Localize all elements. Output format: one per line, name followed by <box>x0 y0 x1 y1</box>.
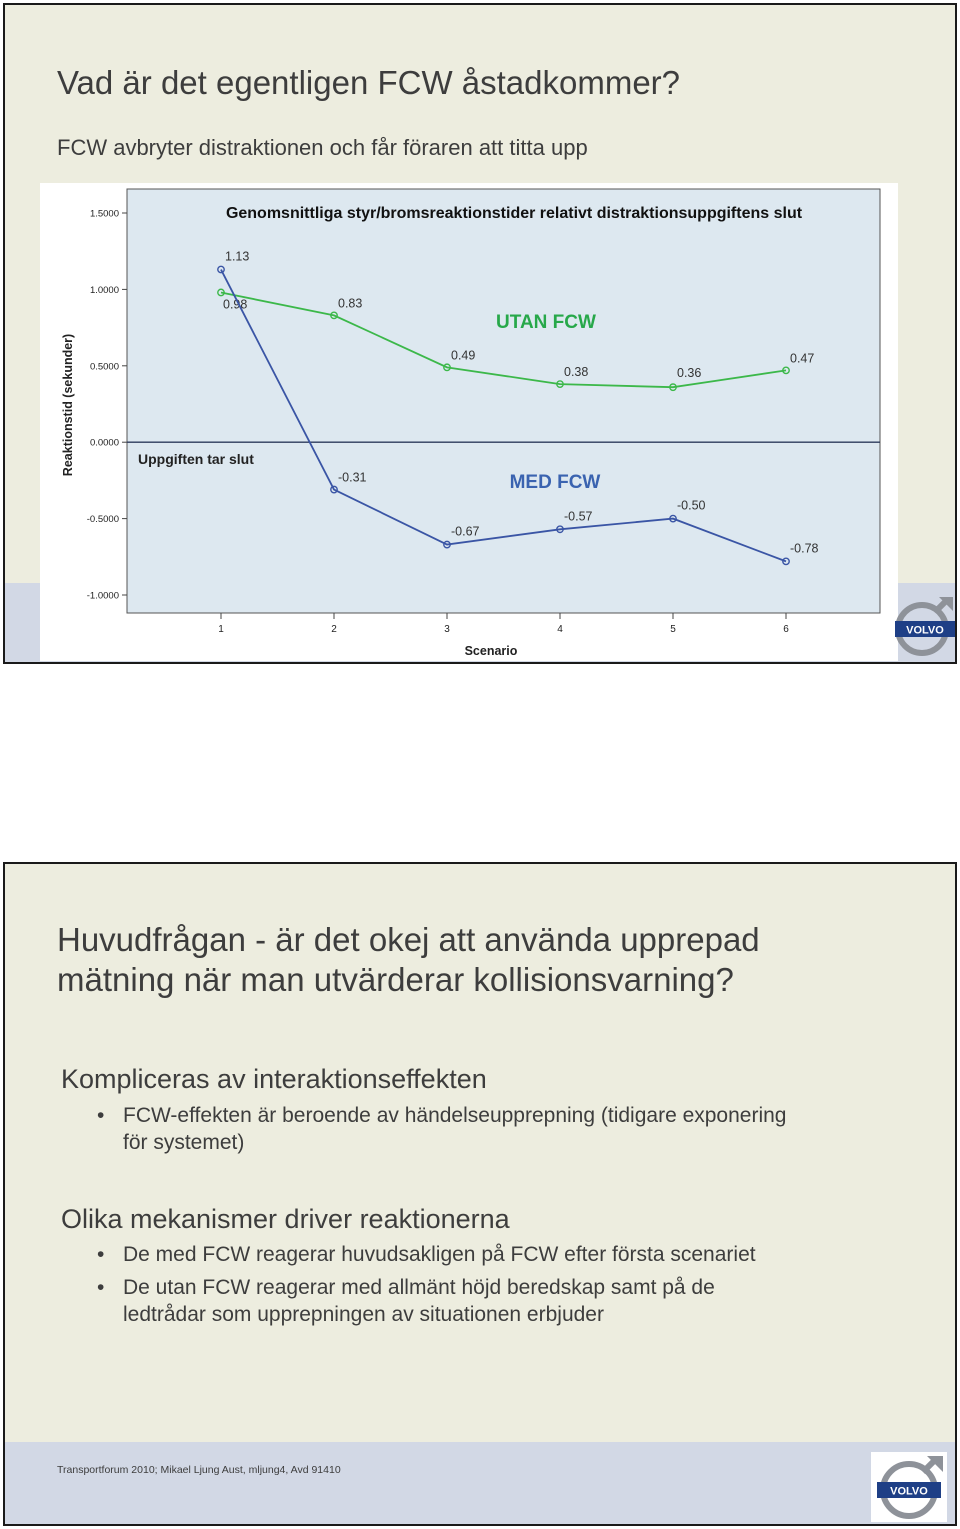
y-tick-label: -1.0000 <box>86 590 119 602</box>
volvo-logo-text: VOLVO <box>890 1485 928 1498</box>
data-label: 0.98 <box>223 297 248 312</box>
data-label: 0.38 <box>564 365 589 380</box>
x-tick-label: 6 <box>783 624 789 635</box>
slide-2-title-line-2: mätning när man utvärderar kollisionsvarning? <box>57 961 734 998</box>
reference-line-label: Uppgiften tar slut <box>138 451 254 468</box>
x-tick-label: 3 <box>444 624 450 635</box>
slide-1-title: Vad är det egentligen FCW åstadkommer? <box>57 64 681 101</box>
series-label: MED FCW <box>509 472 601 493</box>
bullet-line: • De med FCW reagerar huvudsakligen på FCW efter första scenariet <box>123 1243 756 1266</box>
bullet-line: • FCW-effekten är beroende av händelseupprepning (tidigare exponering <box>123 1104 787 1127</box>
data-label: 0.49 <box>451 348 476 363</box>
y-tick-label: 1.0000 <box>89 284 119 296</box>
section-1-heading: Kompliceras av interaktionseffekten <box>61 1064 487 1094</box>
volvo-logo-icon <box>895 595 955 659</box>
y-tick-label: -0.5000 <box>86 514 119 526</box>
chart-container <box>40 183 898 661</box>
line-chart <box>40 183 898 661</box>
data-label: 1.13 <box>225 249 250 264</box>
x-axis-title: Scenario <box>464 644 518 658</box>
volvo-logo-text: VOLVO <box>906 624 944 637</box>
volvo-logo <box>895 595 955 664</box>
volvo-logo <box>871 1452 947 1526</box>
bullet-item <box>97 1274 917 1328</box>
data-label: -0.67 <box>451 524 480 539</box>
slide-1-subtitle: FCW avbryter distraktionen och får föraren att titta upp <box>57 135 588 160</box>
data-label: -0.57 <box>564 509 593 524</box>
volvo-logo-icon <box>871 1452 947 1522</box>
bullet-line: ledtrådar som upprepningen av situationen erbjuder <box>123 1303 604 1326</box>
x-tick-label: 4 <box>557 624 563 635</box>
data-label: 0.36 <box>677 366 702 381</box>
x-tick-label: 5 <box>670 624 676 635</box>
slide-1 <box>3 3 957 664</box>
y-tick-label: 0.5000 <box>89 361 119 373</box>
bullet-item <box>97 1102 917 1156</box>
data-label: 0.47 <box>790 351 815 366</box>
data-label: -0.31 <box>338 470 367 485</box>
y-tick-label: 1.5000 <box>89 208 119 220</box>
data-label: -0.78 <box>790 541 819 556</box>
data-label: -0.50 <box>677 498 706 513</box>
bullet-line: • De utan FCW reagerar med allmänt höjd beredskap samt på de <box>123 1276 715 1299</box>
slide-2-title-line-1: Huvudfrågan - är det okej att använda upprepad <box>57 921 760 958</box>
data-label: 0.83 <box>338 296 363 311</box>
bullet-line: för systemet) <box>123 1131 245 1154</box>
footer-band <box>5 1442 955 1526</box>
x-tick-label: 2 <box>331 624 337 635</box>
x-tick-label: 1 <box>218 624 224 635</box>
chart-title: Genomsnittliga styr/bromsreaktionstider relativt distraktionsuppgiftens slut <box>225 205 803 222</box>
series-label: UTAN FCW <box>496 312 596 333</box>
y-tick-label: 0.0000 <box>89 437 119 449</box>
section-2-heading: Olika mekanismer driver reaktionerna <box>61 1204 510 1234</box>
y-axis-title: Reaktionstid (sekunder) <box>61 333 75 477</box>
bullet-item <box>97 1241 917 1268</box>
slide-2 <box>3 862 957 1526</box>
footer-text: Transportforum 2010; Mikael Ljung Aust, mljung4, Avd 91410 <box>57 1464 341 1476</box>
